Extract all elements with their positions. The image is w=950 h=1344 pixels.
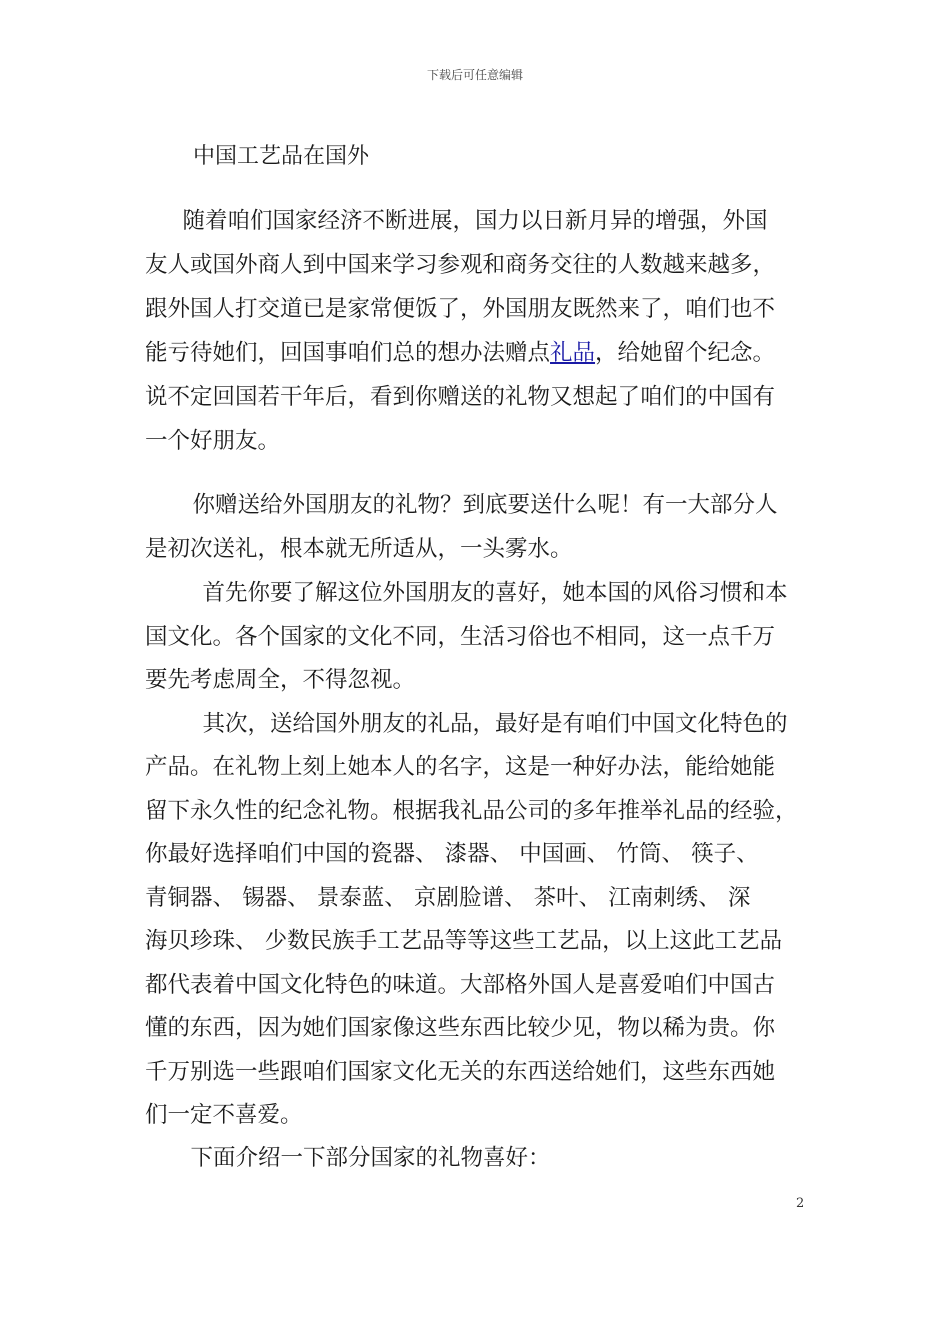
page-number: 2: [796, 1196, 805, 1211]
paragraph-line: 千万别选一些跟咱们国家文化无关的东西送给她们，这些东西她: [145, 1059, 776, 1085]
paragraph-line: 你赠送给外国朋友的礼物？到底要送什么呢！有一大部分人: [170, 492, 778, 518]
paragraph-line: 海贝珍珠、 少数民族手工艺品等等这些工艺品，以上这此工艺品: [145, 928, 783, 954]
paragraph-line: 们一定不喜爱。: [145, 1102, 303, 1128]
paragraph-line: 是初次送礼，根本就无所适从，一头雾水。: [145, 536, 573, 562]
paragraph-line: 随着咱们国家经济不断进展，国力以日新月异的增强，外国: [160, 208, 768, 234]
paragraph-line: 首先你要了解这位外国朋友的喜好，她本国的风俗习惯和本: [180, 580, 788, 606]
page-header: 下载后可任意编辑: [426, 68, 523, 82]
paragraph-line: 下面介绍一下部分国家的礼物喜好：: [168, 1145, 551, 1171]
paragraph-line: 一个好朋友。: [145, 428, 281, 454]
line-text: ，给她留个纪念。: [595, 340, 776, 366]
paragraph-line: 要先考虑周全，不得忽视。: [145, 667, 416, 693]
paragraph-line: 其次，送给国外朋友的礼品，最好是有咱们中国文化特色的: [180, 711, 788, 737]
paragraph-line: 懂的东西，因为她们国家像这些东西比较少见，物以稀为贵。你: [145, 1015, 776, 1041]
paragraph-line: 都代表着中国文化特色的味道。大部格外国人是喜爱咱们中国古: [145, 972, 776, 998]
document-title: 中国工艺品在国外: [193, 144, 370, 169]
paragraph-line: 友人或国外商人到中国来学习参观和商务交往的人数越来越多，: [145, 252, 776, 278]
paragraph-line: 跟外国人打交道已是家常便饭了，外国朋友既然来了，咱们也不: [145, 296, 776, 322]
paragraph-line: [145, 338, 775, 368]
paragraph-line: 青铜器、 锡器、 景泰蓝、 京剧脸谱、 茶叶、 江南刺绣、 深: [145, 885, 751, 911]
paragraph-line: 产品。在礼物上刻上她本人的名字，这是一种好办法，能给她能: [145, 754, 776, 780]
paragraph-line: 国文化。各个国家的文化不同，生活习俗也不相同，这一点千万: [145, 624, 776, 650]
gift-link[interactable]: 礼品: [550, 340, 596, 366]
paragraph-line: 你最好选择咱们中国的瓷器、 漆器、 中国画、 竹筒、 筷子、: [145, 841, 759, 867]
paragraph-line: 留下永久性的纪念礼物。根据我礼品公司的多年推举礼品的经验，: [145, 798, 798, 824]
line-text: 能亏待她们，回国事咱们总的想办法赠点: [145, 340, 551, 366]
paragraph-line: 说不定回国若干年后，看到你赠送的礼物又想起了咱们的中国有: [145, 384, 776, 410]
